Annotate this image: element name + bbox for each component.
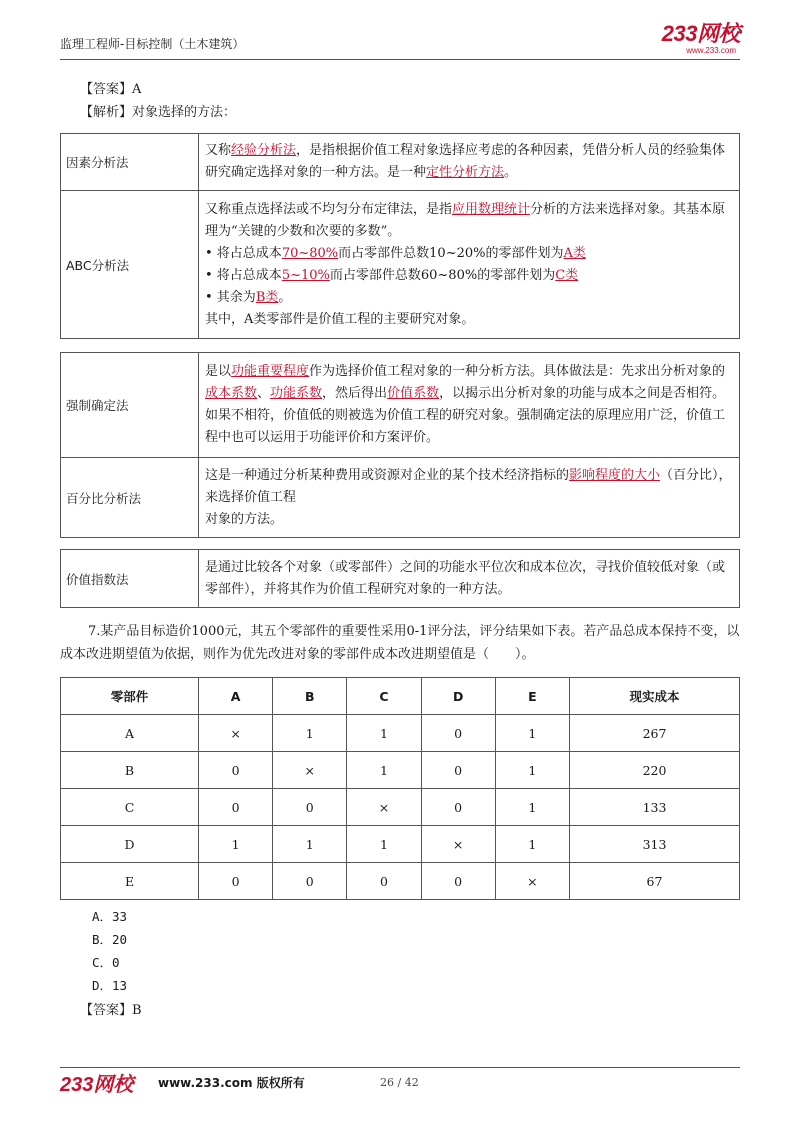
method-description: 是通过比较各个对象（或零部件）之间的功能水平位次和成本位次，寻找价值较低对象（或零部件），并将其作为价值工程研究对象的一种方法。 bbox=[199, 550, 740, 608]
table-header-row bbox=[61, 678, 740, 715]
methods-table-3 bbox=[60, 549, 740, 608]
column-header: 零部件 bbox=[61, 678, 199, 715]
table-cell: 1 bbox=[495, 826, 569, 863]
table-cell: A bbox=[61, 715, 199, 752]
option-d: D．13 bbox=[92, 978, 128, 993]
method-description: 又称重点选择法或不均匀分布定律法，是指应用数理统计分析的方法来选择对象。其基本原理为“关键的少数和次要的多数”。 • 将占总成本70~80%而占零部件总数10~20%的零部件划为A类 • 将占总成本5~10%而占零部件总数60~80%的零部件划为C类 • 其余为B类。 其中，A类零部件是价值工程的主要研究对象。 bbox=[199, 191, 740, 339]
table-cell: C bbox=[61, 789, 199, 826]
table-cell: 0 bbox=[421, 863, 495, 900]
table-cell: 0 bbox=[199, 752, 273, 789]
table-cell: 1 bbox=[199, 826, 273, 863]
method-row bbox=[61, 550, 740, 608]
page-header bbox=[60, 22, 740, 60]
table-cell: B bbox=[61, 752, 199, 789]
score-table bbox=[60, 677, 740, 900]
table-cell: 1 bbox=[347, 826, 421, 863]
table-cell: E bbox=[61, 863, 199, 900]
table-cell: 0 bbox=[273, 789, 347, 826]
method-name: 百分比分析法 bbox=[61, 458, 199, 538]
method-description: 是以功能重要程度作为选择价值工程对象的一种分析方法。具体做法是：先求出分析对象的成本系数、功能系数，然后得出价值系数，以揭示出分析对象的功能与成本之间是否相符。如果不相符，价值低的则被选为价值工程的研究对象。强制确定法的原理应用广泛，价值工程中也可以运用于功能评价和方案评价。 bbox=[199, 353, 740, 458]
footer-site: www.233.com 版权所有 bbox=[158, 1076, 305, 1090]
logo-url: www.233.com bbox=[686, 46, 736, 55]
method-row bbox=[61, 134, 740, 191]
page-footer bbox=[60, 1067, 740, 1097]
table-cell: 0 bbox=[421, 715, 495, 752]
brand-logo bbox=[662, 22, 740, 55]
table-cell: 1 bbox=[495, 715, 569, 752]
method-name: 因素分析法 bbox=[61, 134, 199, 191]
logo-text: 233网校 bbox=[661, 21, 740, 46]
table-cell: 133 bbox=[570, 789, 740, 826]
column-header: D bbox=[421, 678, 495, 715]
method-name: 强制确定法 bbox=[61, 353, 199, 458]
column-header: C bbox=[347, 678, 421, 715]
table-cell: 1 bbox=[495, 789, 569, 826]
table-cell: × bbox=[199, 715, 273, 752]
table-cell: 0 bbox=[347, 863, 421, 900]
method-name: ABC分析法 bbox=[61, 191, 199, 339]
table-cell: 313 bbox=[570, 826, 740, 863]
table-row bbox=[61, 863, 740, 900]
table-cell: 0 bbox=[421, 789, 495, 826]
table-cell: × bbox=[421, 826, 495, 863]
option-b: B．20 bbox=[92, 932, 128, 947]
table-cell: 0 bbox=[199, 789, 273, 826]
answer-line-1: 【答案】A bbox=[80, 82, 142, 97]
table-cell: 0 bbox=[421, 752, 495, 789]
column-header: 现实成本 bbox=[570, 678, 740, 715]
table-cell: 67 bbox=[570, 863, 740, 900]
method-row bbox=[61, 191, 740, 339]
method-description: 又称经验分析法，是指根据价值工程对象选择应考虑的各种因素，凭借分析人员的经验集体研究确定选择对象的一种方法。是一种定性分析方法。 bbox=[199, 134, 740, 191]
table-cell: × bbox=[495, 863, 569, 900]
table-cell: 220 bbox=[570, 752, 740, 789]
table-cell: 267 bbox=[570, 715, 740, 752]
table-cell: 0 bbox=[273, 863, 347, 900]
column-header: E bbox=[495, 678, 569, 715]
methods-table-2 bbox=[60, 352, 740, 538]
table-cell: 1 bbox=[347, 715, 421, 752]
option-a: A．33 bbox=[92, 909, 128, 924]
table-cell: D bbox=[61, 826, 199, 863]
analysis-line: 【解析】对象选择的方法： bbox=[80, 105, 237, 120]
header-title: 监理工程师-目标控制（土木建筑） bbox=[60, 37, 245, 51]
table-row bbox=[61, 752, 740, 789]
question-text: 7.某产品目标造价1000元，其五个零部件的重要性采用0-1评分法，评分结果如下表。若产品总成本保持不变，以成本改进期望值为依据，则作为优先改进对象的零部件成本改进期望值是（ ）。 bbox=[60, 624, 740, 662]
table-cell: 0 bbox=[199, 863, 273, 900]
table-row bbox=[61, 789, 740, 826]
method-name: 价值指数法 bbox=[61, 550, 199, 608]
table-row bbox=[61, 826, 740, 863]
table-cell: 1 bbox=[347, 752, 421, 789]
table-cell: 1 bbox=[273, 826, 347, 863]
methods-table-1 bbox=[60, 133, 740, 339]
table-cell: 1 bbox=[495, 752, 569, 789]
page-number: 26 / 42 bbox=[380, 1076, 419, 1089]
table-cell: × bbox=[273, 752, 347, 789]
column-header: A bbox=[199, 678, 273, 715]
option-c: C．0 bbox=[92, 955, 120, 970]
table-cell: × bbox=[347, 789, 421, 826]
footer-logo: 233网校 bbox=[60, 1074, 134, 1096]
table-row bbox=[61, 715, 740, 752]
method-row bbox=[61, 458, 740, 538]
answer-line-2: 【答案】B bbox=[80, 1003, 142, 1018]
table-cell: 1 bbox=[273, 715, 347, 752]
method-description: 这是一种通过分析某种费用或资源对企业的某个技术经济指标的影响程度的大小（百分比），来选择价值工程 对象的方法。 bbox=[199, 458, 740, 538]
column-header: B bbox=[273, 678, 347, 715]
method-row bbox=[61, 353, 740, 458]
